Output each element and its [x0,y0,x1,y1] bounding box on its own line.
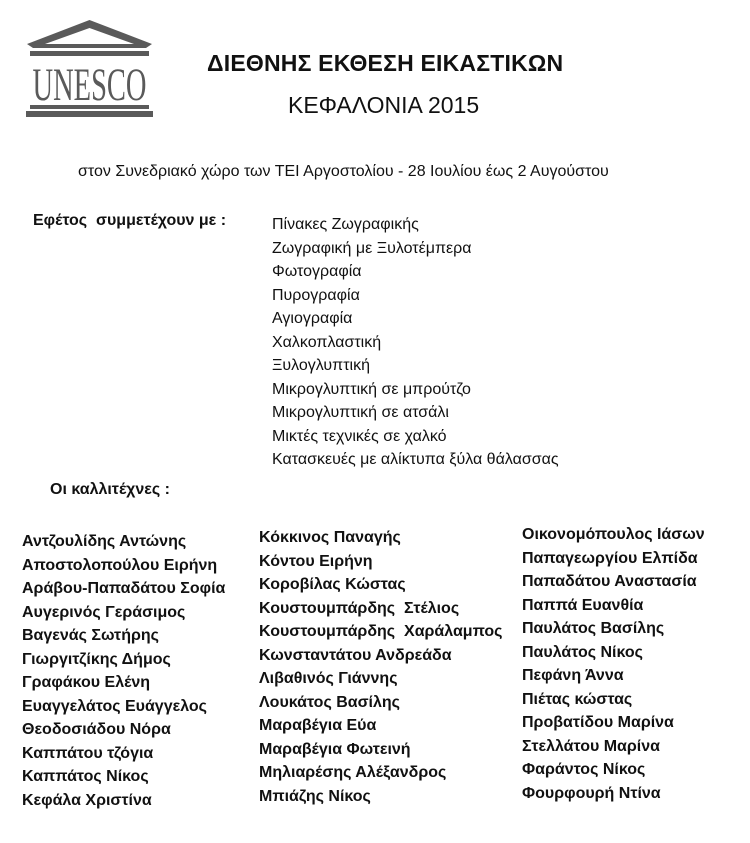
artist-name: Οικονομόπουλος Ιάσων [522,526,705,543]
artist-name: Αράβου-Παπαδάτου Σοφία [22,580,226,597]
artists-label: Οι καλλιτέχνες : [50,481,170,498]
artist-name: Πεφάνη Άννα [522,667,624,684]
artist-name: Παπαγεωργίου Ελπίδα [522,549,698,567]
artist-name: Παππά Ευανθία [522,596,644,614]
artist-name: Στελλάτου Μαρίνα [522,737,660,755]
artist-name: Μηλιαρέσης Αλέξανδρος [259,764,447,781]
artists-column-1 [22,530,225,812]
category-item: Αγιογραφία [272,310,353,327]
artist-name: Κουστουμπάρδης Στέλιος [259,599,460,617]
participation-label: Εφέτος συμμετέχουν με : [33,212,227,229]
artist-name: Κουστουμπάρδης Χαράλαμπος [259,623,503,640]
artist-name: Θεοδοσιάδου Νόρα [22,721,171,738]
artist-name: Φαράντος Νίκος [522,761,646,778]
artist-name: Λουκάτος Βασίλης [259,693,400,711]
category-item: Φωτογραφία [272,263,362,280]
artist-name: Αυγερινός Γεράσιμος [22,603,186,621]
artist-name: Γραφάκου Ελένη [22,674,151,691]
artist-name: Παυλάτος Νίκος [522,643,643,661]
artist-name: Αντζουλίδης Αντώνης [22,533,187,550]
artist-name: Κοροβίλας Κώστας [259,576,406,593]
artist-name: Πιέτας κώστας [522,690,633,708]
exhibition-title: ΔΙΕΘΝΗΣ ΕΚΘΕΣΗ ΕΙΚΑΣΤΙΚΩΝ [207,50,564,76]
category-item: Ξυλογλυπτική [272,357,370,374]
artist-name: Μαραβέγια Φωτεινή [259,740,411,758]
category-item: Χαλκοπλαστική [272,333,382,351]
artists-column-2 [259,526,502,808]
artists-column-3 [522,523,705,805]
artist-name: Μπιάζης Νίκος [259,787,371,805]
category-item: Πίνακες Ζωγραφικής [272,216,419,233]
artist-name: Καππάτος Νίκος [22,768,149,785]
artist-name: Κόντου Ειρήνη [259,552,373,570]
venue-dates-line: στον Συνεδριακό χώρο των ΤΕΙ Αργοστολίου - 28 Ιουλίου έως 2 Αυγούστου [78,163,609,180]
logo-wordmark: UNESCO [32,59,147,111]
exhibition-subtitle: ΚΕΦΑΛΟΝΙΑ 2015 [288,92,480,118]
artist-name: Ευαγγελάτος Ευάγγελος [22,697,207,715]
artist-name: Αποστολοπούλου Ειρήνη [22,556,218,574]
category-item: Μικρογλυπτική σε ατσάλι [272,404,449,421]
category-item: Πυρογραφία [272,286,360,304]
category-list [272,213,559,472]
artist-name: Καππάτου τζόγια [22,744,154,762]
artist-name: Παυλάτος Βασίλης [522,620,665,637]
artist-name: Φουρφουρή Ντίνα [522,784,661,802]
category-item: Κατασκευές με αλίκτυπα ξύλα θάλασσας [272,451,559,468]
unesco-logo [22,18,157,123]
logo-entablature [30,51,149,56]
category-item: Μικτές τεχνικές σε χαλκό [272,427,447,445]
artist-name: Παπαδάτου Αναστασία [522,573,697,590]
category-item: Ζωγραφική με Ξυλοτέμπερα [272,239,472,257]
artist-name: Γιωργιτζίκης Δήμος [22,650,171,668]
artist-name: Κωνσταντάτου Ανδρεάδα [259,646,452,664]
artist-name: Κεφάλα Χριστίνα [22,791,152,809]
artist-name: Προβατίδου Μαρίνα [522,714,674,731]
category-item: Μικρογλυπτική σε μπρούτζο [272,380,471,398]
artist-name: Λιβαθινός Γιάννης [259,670,398,687]
artist-name: Μαραβέγια Εύα [259,717,377,734]
artist-name: Κόκκινος Παναγής [259,529,401,546]
artist-name: Βαγενάς Σωτήρης [22,627,159,644]
logo-base [26,111,153,117]
